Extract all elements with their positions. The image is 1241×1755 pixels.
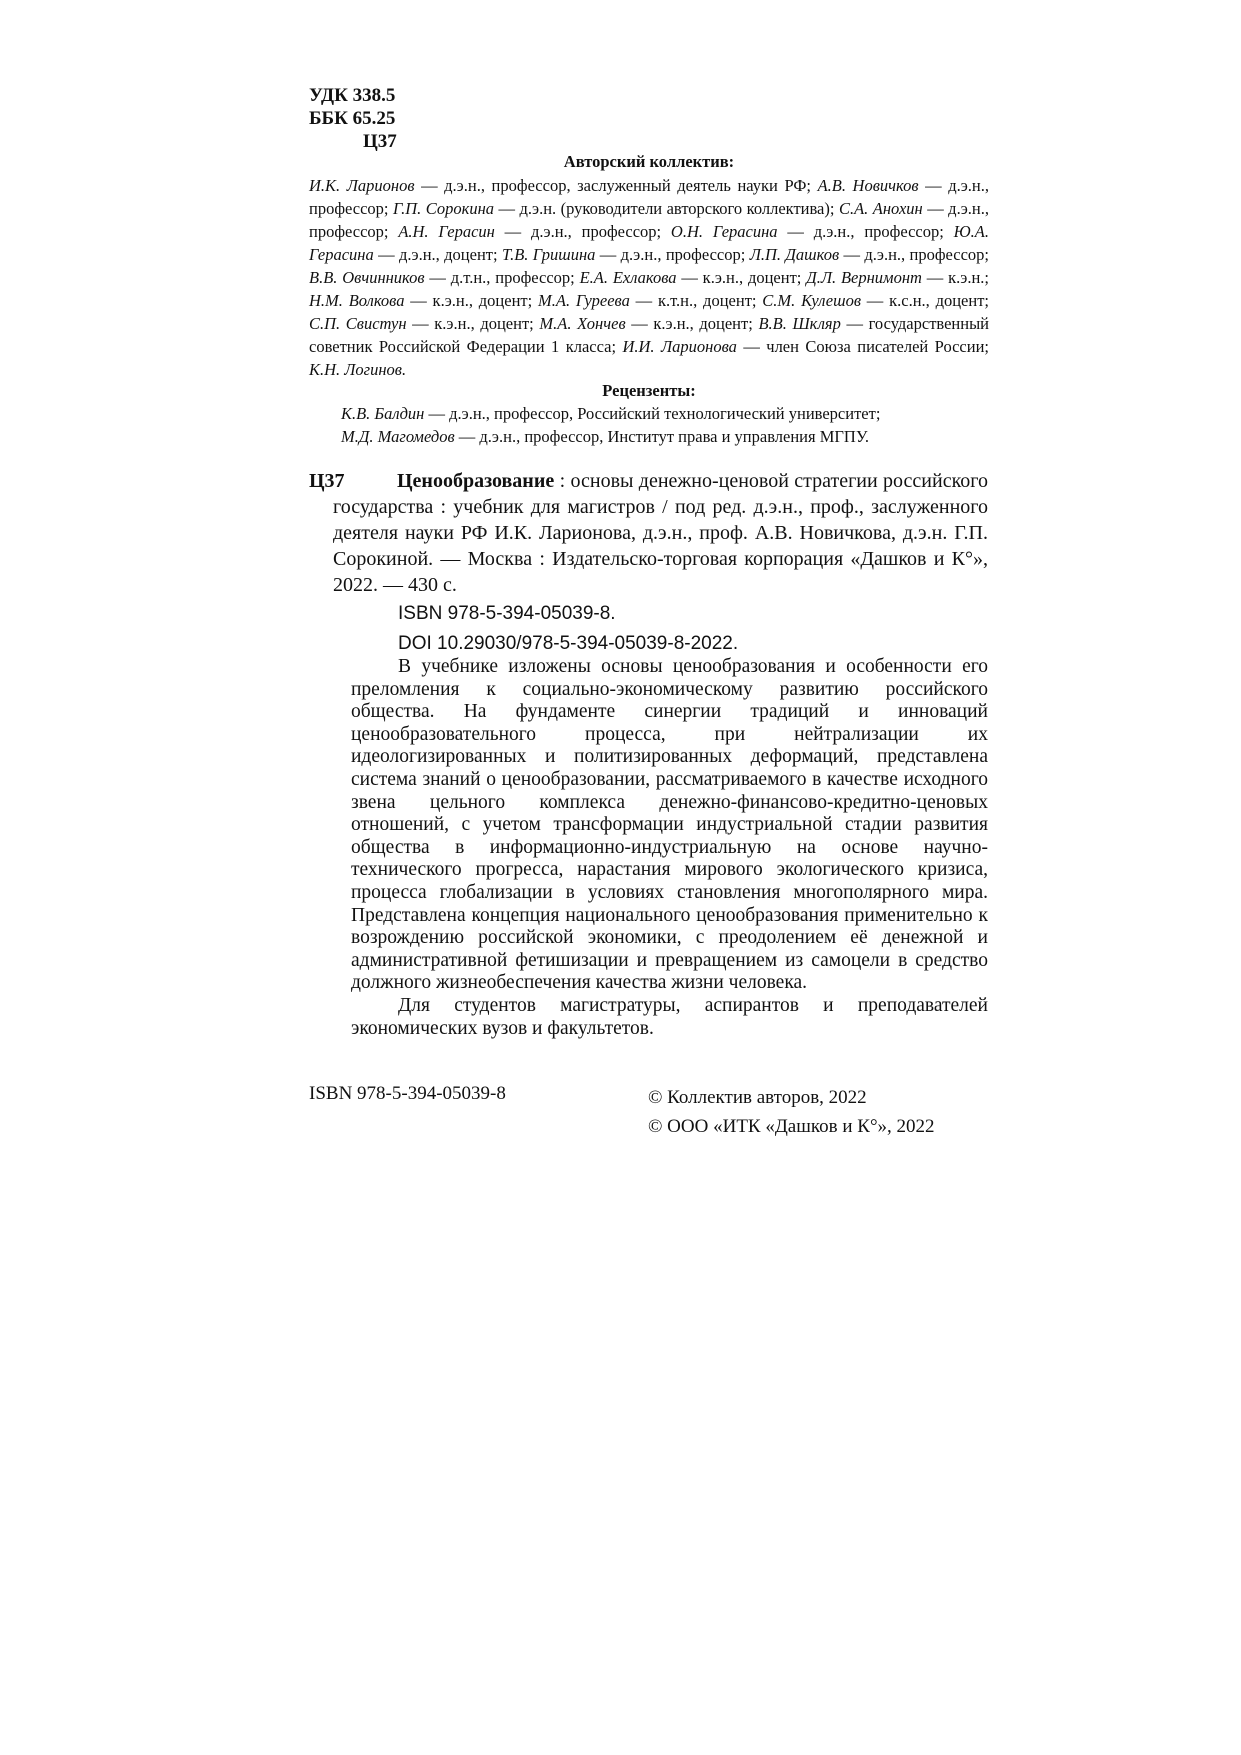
copyright-publisher: © ООО «ИТК «Дашков и К°», 2022 — [648, 1116, 935, 1137]
author-name: К.Н. Логинов. — [309, 360, 407, 379]
author-credentials: — д.э.н. (руководители авторского коллектива); — [494, 199, 839, 218]
author-credentials: — к.э.н., доцент; — [676, 268, 807, 287]
author-credentials: — д.э.н., профессор; — [309, 199, 989, 241]
annotation — [351, 656, 988, 1040]
author-name: А.Н. Герасин — [398, 222, 495, 241]
author-name: Н.М. Волкова — [309, 291, 405, 310]
author-name: Ю.А. Герасина — [309, 222, 989, 264]
footer-isbn: ISBN 978-5-394-05039-8 — [309, 1083, 506, 1104]
reviewer-name: М.Д. Магомедов — [341, 427, 455, 446]
reviewers-heading: Рецензенты: — [602, 381, 696, 400]
author-name: С.М. Кулешов — [762, 291, 862, 310]
authors-list — [309, 174, 989, 381]
author-name: И.К. Ларионов — [309, 176, 415, 195]
author-credentials: — к.э.н., доцент; — [406, 314, 540, 333]
author-credentials: — к.э.н., доцент; — [625, 314, 759, 333]
author-name: М.А. Хончев — [539, 314, 626, 333]
author-name: Т.В. Гришина — [501, 245, 596, 264]
annotation-audience: Для студентов магистратуры, аспирантов и преподавателей экономических вузов и факультетов. — [351, 994, 988, 1039]
author-mark: Ц37 — [363, 131, 397, 152]
copyright-block — [648, 1083, 935, 1141]
author-credentials: — д.э.н., доцент; — [373, 245, 502, 264]
author-name: Л.П. Дашков — [749, 245, 840, 264]
copyright-authors: © Коллектив авторов, 2022 — [648, 1087, 867, 1108]
author-name: Г.П. Сорокина — [392, 199, 495, 218]
author-credentials: — д.э.н., профессор; — [494, 222, 671, 241]
reviewers-list — [309, 402, 989, 448]
reviewer-entry — [309, 402, 989, 425]
author-credentials: — д.э.н., профессор; — [839, 245, 990, 264]
book-title: Ценообразование — [397, 470, 555, 492]
author-name: В.В. Шкляр — [758, 314, 841, 333]
author-name: А.В. Новичков — [817, 176, 919, 195]
author-credentials: — государственный советник Российской Федерации 1 класса; — [309, 314, 990, 356]
reviewer-entry — [309, 425, 989, 448]
bibliographic-citation — [333, 468, 988, 598]
author-name: С.П. Свистун — [309, 314, 407, 333]
author-credentials: — к.с.н., доцент; — [861, 291, 989, 310]
author-name: В.В. Овчинников — [309, 268, 425, 287]
doi-line: DOI 10.29030/978-5-394-05039-8-2022. — [398, 633, 739, 654]
author-credentials: — д.э.н., профессор; — [777, 222, 954, 241]
author-name: М.А. Гуреева — [538, 291, 630, 310]
udk-code: УДК 338.5 — [309, 85, 396, 106]
author-name: Д.Л. Вернимонт — [806, 268, 922, 287]
author-credentials: — д.э.н., профессор; — [595, 245, 750, 264]
author-credentials: — к.т.н., доцент; — [629, 291, 763, 310]
author-credentials: — член Союза писателей России; — [736, 337, 989, 356]
author-name: О.Н. Герасина — [670, 222, 778, 241]
author-credentials: — к.э.н., доцент; — [404, 291, 538, 310]
book-description: : основы денежно-ценовой стратегии российского государства : учебник для магистров / под ред. д.э.н., проф., заслуженного деятеля науки РФ И.К. Ларионова, д.э.н., проф. А.В. Новичкова, д.э.н. Г.П. Сорокиной. — Москва : Издательско-торговая корпорация «Дашков и К°», 2022. — 430 с. — [333, 470, 988, 596]
reviewer-name: К.В. Балдин — [341, 404, 425, 423]
author-credentials: — к.э.н.; — [921, 268, 989, 287]
reviewer-credentials: — д.э.н., профессор, Российский технологический университет; — [424, 404, 881, 423]
author-credentials: — д.т.н., профессор; — [424, 268, 580, 287]
author-name: И.И. Ларионова — [622, 337, 737, 356]
author-name: С.А. Анохин — [838, 199, 923, 218]
author-name: Е.А. Ехлакова — [579, 268, 677, 287]
authors-heading: Авторский коллектив: — [563, 152, 735, 171]
author-credentials: — д.э.н., профессор; — [309, 176, 989, 218]
annotation-paragraph: В учебнике изложены основы ценообразования и особенности его преломления к социально-экономическому развитию российского общества. На фундаменте синергии традиций и инноваций ценообразовательного процесса, при нейтрализации их идеологизированных и политизированных деформаций, представлена система знаний о ценообразовании, рассматриваемого в качестве исходного звена цельного комплекса денежно-финансово-кредитно-ценовых отношений, с учетом трансформации индустриальной стадии развития общества в информационно-индустриальную на основе научно-технического прогресса, нарастания мирового экологического кризиса, процесса глобализации в условиях становления многополярного мира. Представлена концепция национального ценообразования применительно к возрождению российской экономики, с преодолением её денежной и административной фетишизации и превращением из самоцели в средство должного жизнеобеспечения качества жизни человека. — [351, 656, 988, 994]
classification-codes — [309, 84, 397, 153]
isbn-line: ISBN 978-5-394-05039-8. — [398, 603, 616, 624]
catalog-code: Ц37 — [309, 470, 345, 492]
author-credentials: — д.э.н., профессор, заслуженный деятель науки РФ; — [414, 176, 818, 195]
bbk-code: ББК 65.25 — [309, 108, 396, 129]
reviewer-credentials: — д.э.н., профессор, Институт права и управления МГПУ. — [454, 427, 869, 446]
